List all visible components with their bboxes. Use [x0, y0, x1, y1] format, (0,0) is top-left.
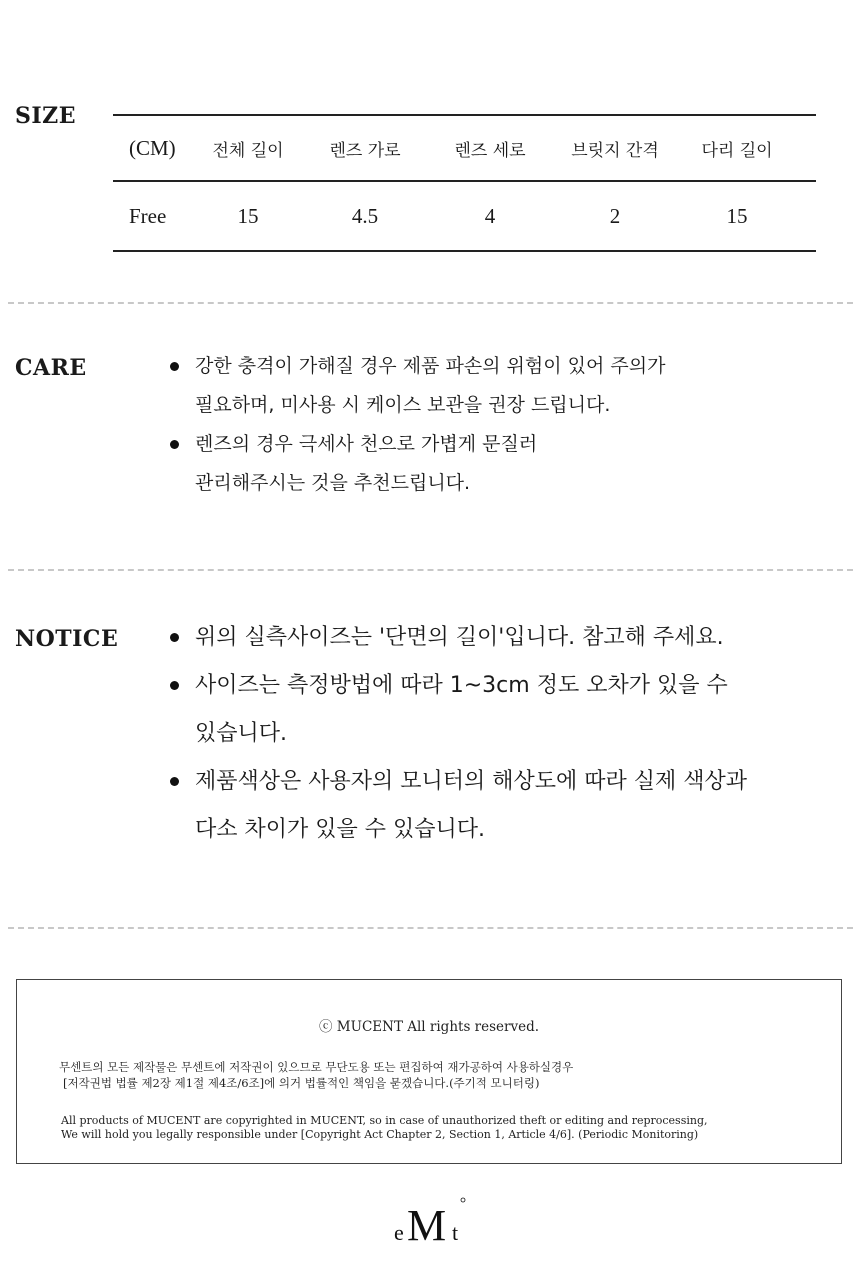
table-header-row	[113, 116, 816, 180]
logo-letter-t: t	[452, 1220, 459, 1245]
copyright-english: All products of MUCENT are copyrighted in MUCENT, so in case of unauthorized theft or editing and reprocessing, We will hold you legally responsible under [Copyright Act Chapter 2, Section 1, Article 4/6]. (Periodic Monitoring)	[61, 1114, 708, 1141]
copyright-title: ⓒ MUCENT All rights reserved.	[318, 1019, 540, 1035]
copyright-korean: 무센트의 모든 제작물은 무센트에 저작권이 있으므로 무단도용 또는 편집하여 재가공하여 사용하실경우 [저작권법 법률 제2장 제1절 제4조/6조]에 의거 법률적인 책임을 묻겠습니다.(주기적 모니터링)	[59, 1060, 574, 1090]
divider	[8, 302, 853, 304]
logo-dot-icon	[461, 1198, 465, 1202]
cell-size: Free	[129, 203, 167, 228]
table-row	[113, 182, 816, 250]
cell-bridge-width: 2	[609, 203, 621, 228]
header-lens-height: 렌즈 세로	[454, 140, 526, 161]
list-item: 렌즈의 경우 극세사 천으로 가볍게 문질러 관리해주시는 것을 추천드립니다.	[167, 425, 665, 503]
care-label: CARE	[15, 355, 87, 381]
cell-lens-width: 4.5	[351, 203, 379, 228]
cell-temple-length: 15	[726, 203, 748, 228]
notice-list	[167, 614, 847, 854]
size-table	[113, 114, 816, 252]
cell-total-length: 15	[237, 203, 259, 228]
header-bridge-width: 브릿지 간격	[571, 140, 659, 161]
header-unit: (CM)	[129, 135, 176, 160]
divider	[8, 927, 853, 929]
table-bottom-rule	[113, 250, 816, 252]
list-item: 위의 실측사이즈는 '단면의 길이'입니다. 참고해 주세요.	[167, 614, 847, 662]
cell-lens-height: 4	[484, 203, 496, 228]
brand-logo	[390, 1196, 470, 1246]
size-label: SIZE	[15, 103, 77, 129]
list-item: 제품색상은 사용자의 모니터의 해상도에 따라 실제 색상과 다소 차이가 있을 수 있습니다.	[167, 758, 847, 854]
notice-label: NOTICE	[15, 626, 119, 652]
care-list	[167, 347, 665, 503]
divider	[8, 569, 853, 571]
list-item: 사이즈는 측정방법에 따라 1~3cm 정도 오차가 있을 수 있습니다.	[167, 662, 847, 758]
header-total-length: 전체 길이	[212, 140, 284, 161]
logo-letter-m: M	[407, 1201, 447, 1246]
logo-letter-e: e	[394, 1220, 404, 1245]
header-temple-length: 다리 길이	[701, 140, 773, 161]
header-lens-width: 렌즈 가로	[329, 140, 401, 161]
list-item: 강한 충격이 가해질 경우 제품 파손의 위험이 있어 주의가 필요하며, 미사용 시 케이스 보관을 권장 드립니다.	[167, 347, 665, 425]
copyright-box	[16, 979, 842, 1164]
